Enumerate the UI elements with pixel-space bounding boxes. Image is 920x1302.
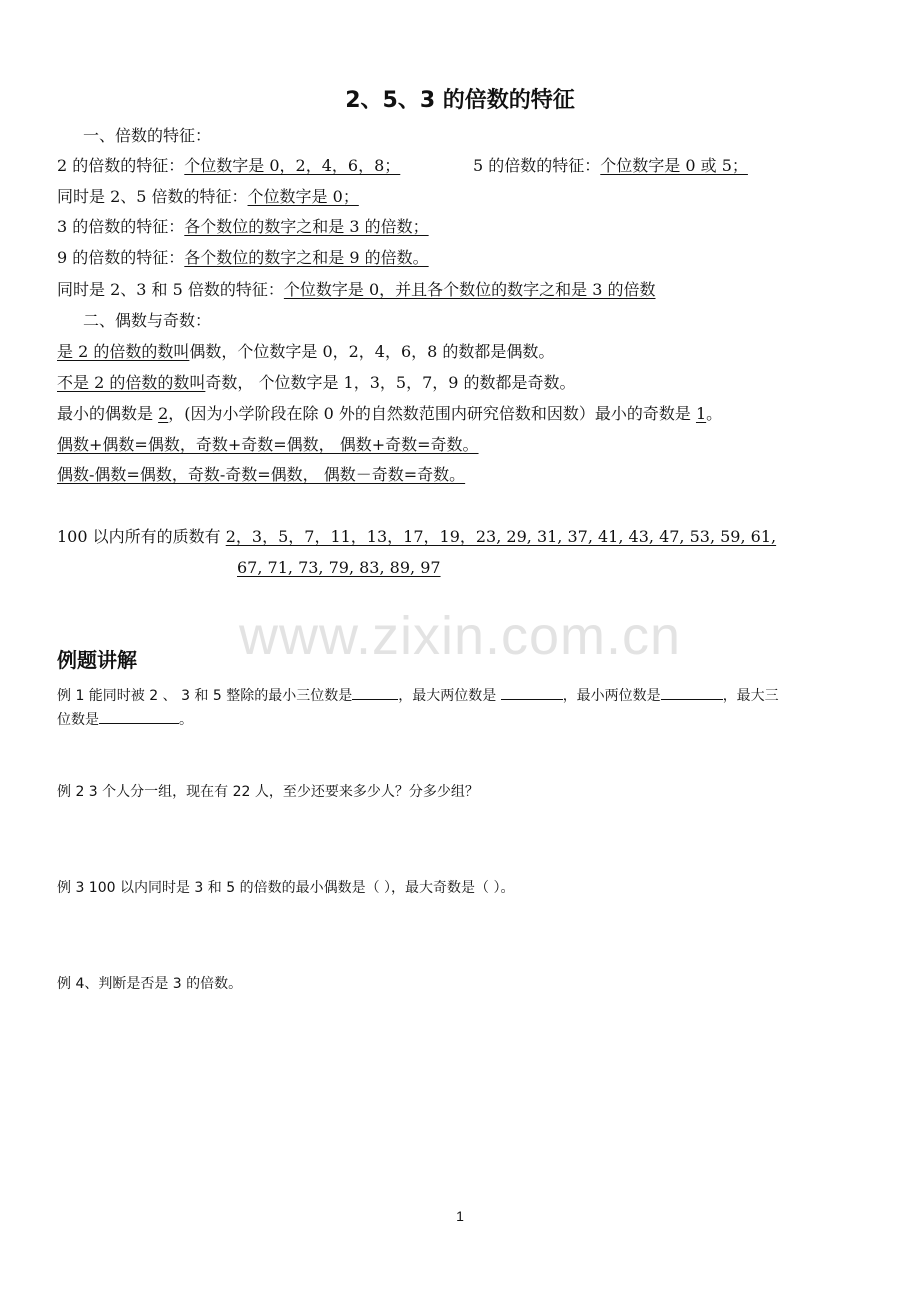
min-line-part-a: 最小的偶数是 <box>57 404 159 423</box>
example-1-text-c: ，最小两位数是 <box>562 688 661 704</box>
rule-2-line <box>57 158 400 174</box>
rule-2-value: 个位数字是 0，2，4，6，8； <box>184 156 401 175</box>
rule-2-3-5-line <box>57 282 656 298</box>
rule-9-value: 各个数位的数字之和是 9 的倍数。 <box>184 248 429 267</box>
rule-5-line <box>473 158 748 174</box>
example-1-blank-4[interactable] <box>99 722 179 724</box>
primes-list-2: 67, 71, 73, 79, 83, 89, 97 <box>237 558 441 577</box>
rule-2-5-value: 个位数字是 0； <box>247 187 359 206</box>
example-1-text-b: ，最大两位数是 <box>398 688 501 704</box>
example-4: 例 4、判断是否是 3 的倍数。 <box>57 976 243 992</box>
example-1-text-a: 例 1 能同时被 2 、 3 和 5 整除的最小三位数是 <box>57 688 353 704</box>
primes-label: 100 以内所有的质数有 <box>57 527 226 546</box>
example-3: 例 3 100 以内同时是 3 和 5 的倍数的最小偶数是（ ），最大奇数是（ ）。 <box>57 880 515 896</box>
example-1-line-1 <box>57 689 779 703</box>
rule-5-label: 5 的倍数的特征： <box>473 156 601 175</box>
odd-definition-rest: 奇数， 个位数字是 1，3，5，7，9 的数都是奇数。 <box>205 373 576 392</box>
page-title: 2、5、3 的倍数的特征 <box>345 88 575 113</box>
watermark: www.zixin.com.cn <box>238 606 682 666</box>
odd-definition <box>57 375 576 391</box>
rule-3-label: 3 的倍数的特征： <box>57 217 185 236</box>
rule-2-5-label: 同时是 2、5 倍数的特征： <box>57 187 248 206</box>
rule-9-line <box>57 250 429 266</box>
min-odd-value: 1 <box>695 404 707 423</box>
example-2: 例 2 3 个人分一组，现在有 22 人，至少还要来多少人？分多少组？ <box>57 784 479 800</box>
rule-3-line <box>57 219 429 235</box>
examples-heading: 例题讲解 <box>57 648 137 672</box>
rule-2-5-line <box>57 189 359 205</box>
min-line-part-c: ，(因为小学阶段在除 0 外的自然数范围内研究倍数和因数）最小的奇数是 <box>168 404 696 423</box>
example-1-blank-3[interactable] <box>661 698 723 700</box>
rule-2-label: 2 的倍数的特征： <box>57 156 185 175</box>
rule-2-3-5-value: 个位数字是 0，并且各个数位的数字之和是 3 的倍数 <box>283 280 656 299</box>
example-1-text-f: 。 <box>179 712 193 728</box>
even-definition-term: 是 2 的倍数的数叫 <box>57 342 190 361</box>
section-heading-even-odd: 二、偶数与奇数： <box>83 311 212 330</box>
odd-definition-term: 不是 2 的倍数的数叫 <box>57 373 206 392</box>
min-even-odd-line <box>57 406 722 422</box>
example-1-line-2 <box>57 713 193 727</box>
min-even-value: 2 <box>158 404 169 423</box>
example-1-text-d: ，最大三 <box>722 688 779 704</box>
section-heading-multiples: 一、倍数的特征： <box>83 126 212 145</box>
rule-9-label: 9 的倍数的特征： <box>57 248 185 267</box>
addition-rule: 偶数+偶数=偶数，奇数+奇数=偶数， 偶数+奇数=奇数。 <box>57 435 479 454</box>
example-1-blank-2[interactable] <box>501 698 563 700</box>
primes-line-1 <box>57 529 776 545</box>
subtraction-rule: 偶数-偶数=偶数，奇数-奇数=偶数， 偶数－奇数=奇数。 <box>57 465 466 484</box>
page-number: 1 <box>456 1208 464 1224</box>
example-1-text-e: 位数是 <box>57 712 99 728</box>
rule-5-value: 个位数字是 0 或 5； <box>600 156 748 175</box>
rule-2-3-5-label: 同时是 2、3 和 5 倍数的特征： <box>57 280 284 299</box>
primes-list-1: 2，3，5，7，11，13，17，19，23, 29, 31, 37, 41, 43, 47, 53, 59, 61, <box>225 527 777 546</box>
even-definition-rest: 偶数，个位数字是 0，2，4，6，8 的数都是偶数。 <box>189 342 555 361</box>
example-1-blank-1[interactable] <box>352 698 398 700</box>
rule-3-value: 各个数位的数字之和是 3 的倍数； <box>184 217 429 236</box>
even-definition <box>57 344 554 360</box>
min-line-part-e: 。 <box>706 404 723 423</box>
